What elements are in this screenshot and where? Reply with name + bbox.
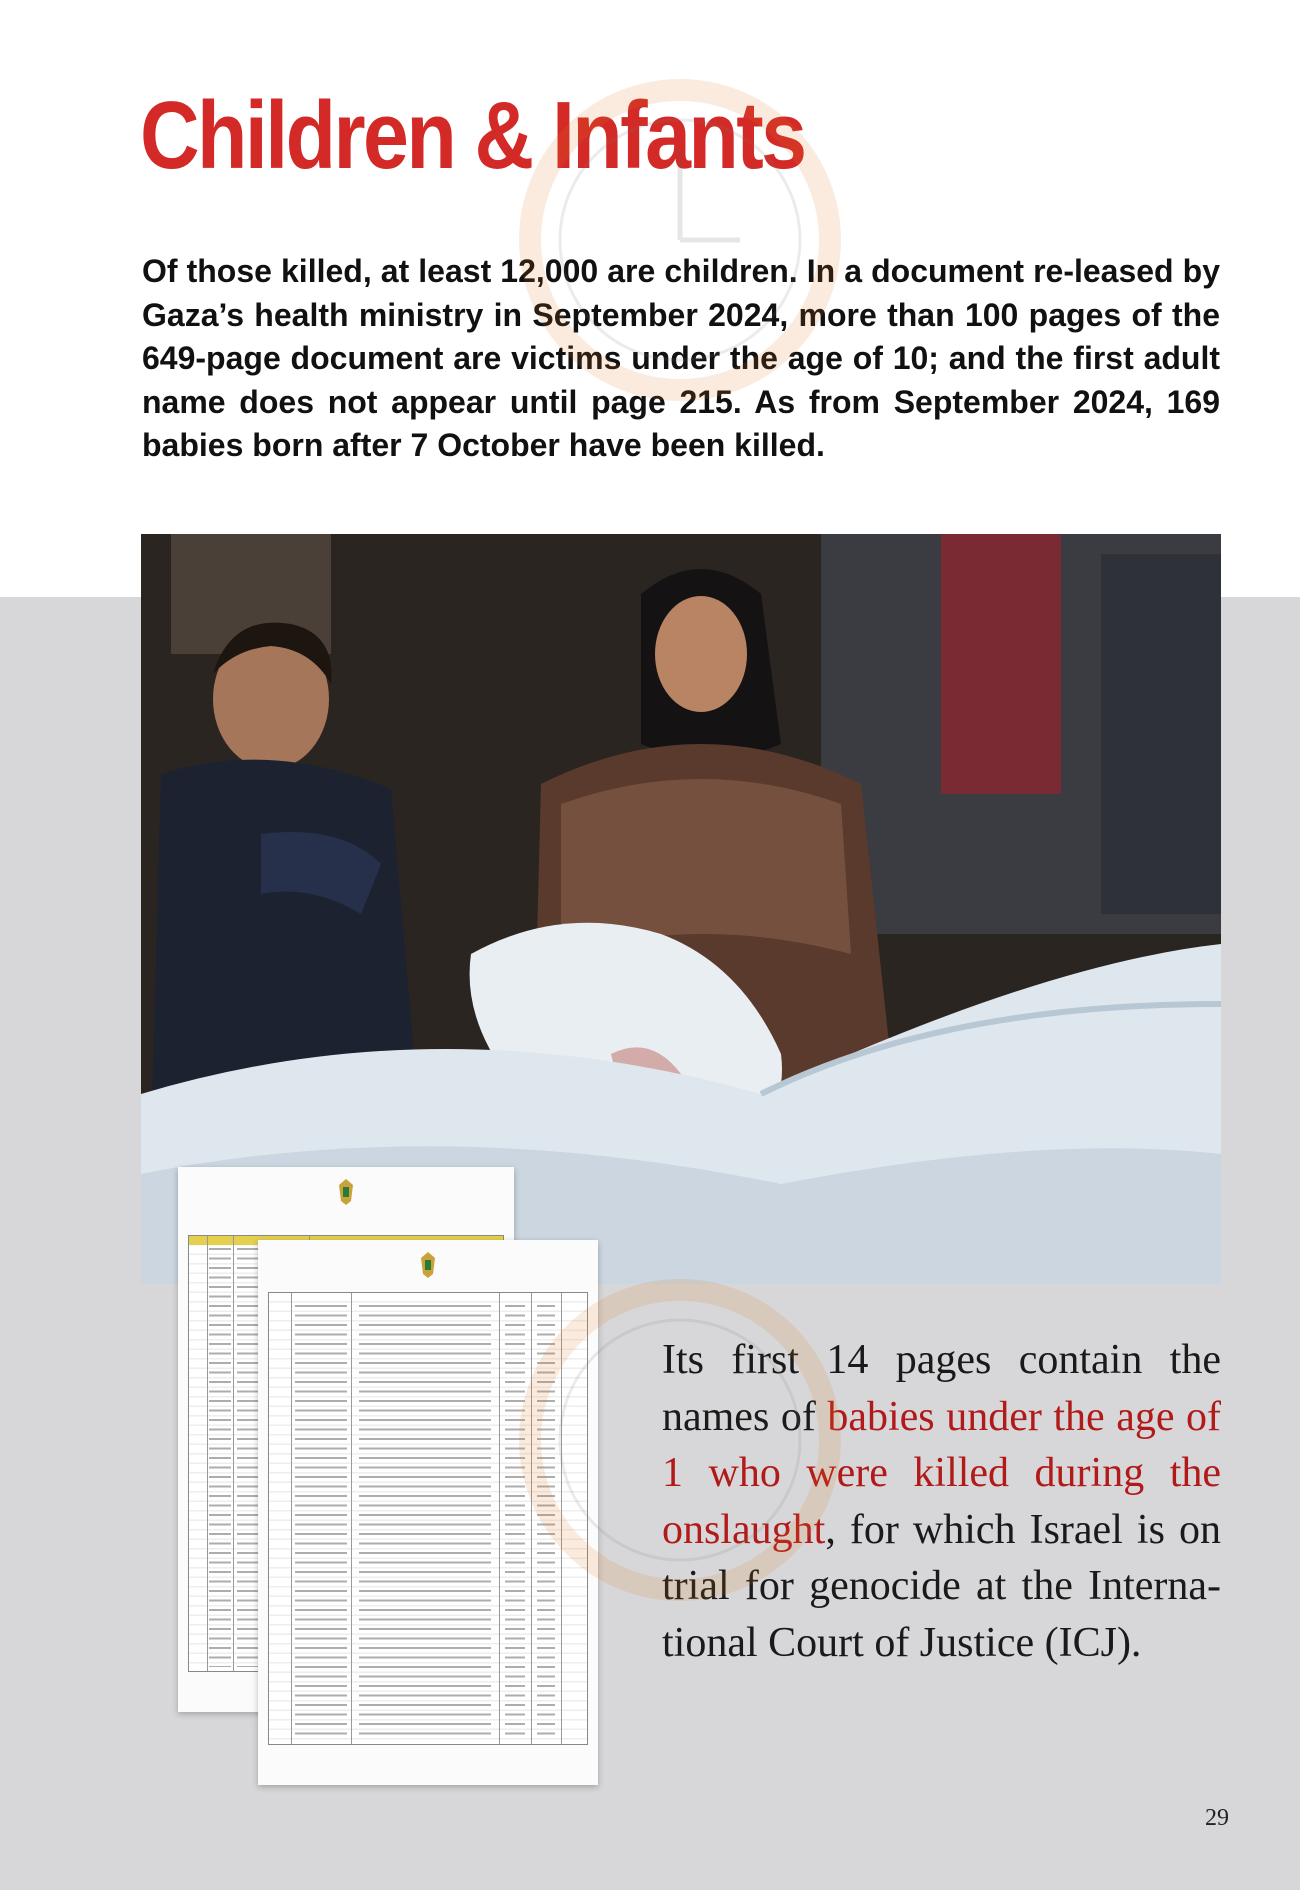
page-number: 29 (1205, 1805, 1229, 1831)
intro-paragraph: Of those killed, at least 12,000 are children. In a document re-leased by Gaza’s health ministry in September 2024, more than 100 pages of the 649-page document are victims under the age of 10; and the first adult name does not appear until page 215. As from September 2024, 169 babies born after 7 October have been killed. (142, 253, 1220, 463)
health-ministry-document-page-2 (258, 1240, 598, 1785)
palestine-emblem-icon (415, 1250, 441, 1280)
body-text-part2: , for which Israel is on trial for genocide at the Interna-tional Court of Justice (ICJ). (662, 1506, 1221, 1666)
body-highlight: babies under the age of 1 who were killed during the onslaught (662, 1393, 1221, 1553)
body-paragraph (662, 1332, 1221, 1671)
names-table (268, 1292, 588, 1745)
page-title: Children & Infants (140, 82, 805, 189)
palestine-emblem-icon (333, 1177, 359, 1207)
body-text-part1: Its first 14 pages contain the names of (662, 1337, 1221, 1440)
